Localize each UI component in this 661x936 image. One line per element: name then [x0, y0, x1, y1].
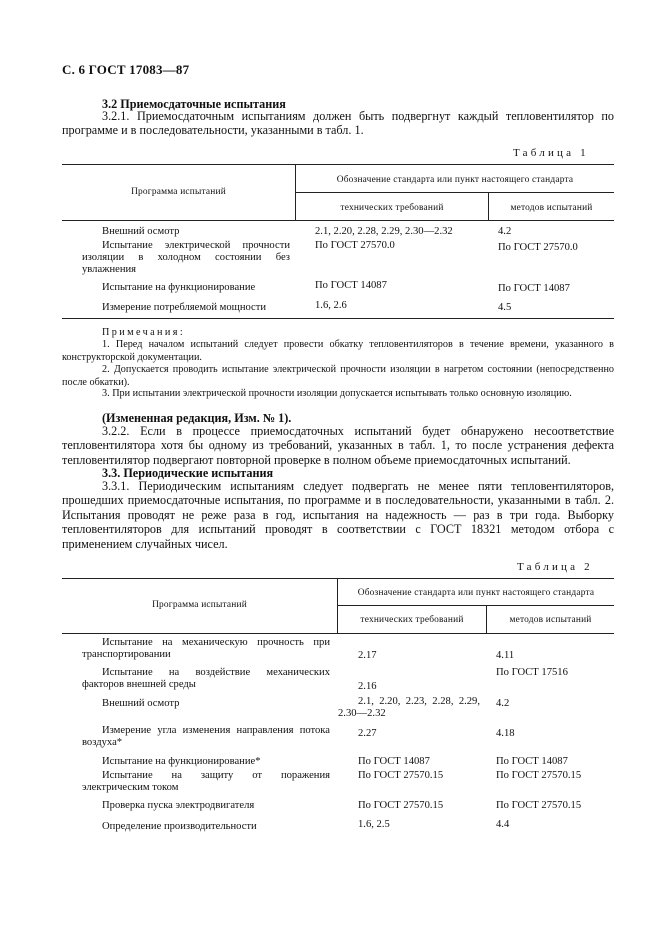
table2-row-3-methods: 4.2 [496, 698, 510, 709]
table2-row-4-program: Измерение угла изменения направления потока воздуха* [82, 725, 330, 749]
section-3-2-title: 3.2 Приемосдаточные испытания [102, 97, 286, 111]
table1-bottom-rule [62, 318, 614, 319]
table1-row-2-tech: По ГОСТ 27570.0 [315, 240, 395, 251]
table1-caption: Таблица 1 [513, 147, 589, 159]
table2-head-tech: технических требований [360, 615, 464, 625]
table2-row-7-tech: По ГОСТ 27570.15 [358, 800, 444, 811]
paragraph-3-3-1: 3.3.1. Периодическим испытаниям следует подвергать не менее пяти тепловентиляторов, прошедших приемосдаточные испытания, по программе и в последовательности, указанными в табл. 2. Испытания проводят не реже раза в год, испытания на надежность — раз в три года. Выборку тепловентиляторов для испытаний проводят в соответствии с ГОСТ 18321 методом отбора с применением случайных чисел. [62, 479, 614, 551]
table2-row-8-tech: 1.6, 2.5 [358, 819, 390, 830]
table2-head-standard: Обозначение стандарта или пункт настоящего стандарта [357, 588, 595, 598]
table2-row-7-methods: По ГОСТ 27570.15 [496, 800, 582, 811]
table2-row-7-program: Проверка пуска электродвигателя [102, 800, 255, 811]
table2-row-5-program: Испытание на функционирование* [102, 756, 261, 767]
amendment-note: (Измененная редакция, Изм. № 1). [102, 411, 292, 425]
table2-head-program: Программа испытаний [152, 600, 247, 610]
table2-head-methods: методов испытаний [509, 615, 592, 625]
page-header: С. 6 ГОСТ 17083—87 [62, 62, 190, 77]
table2-row-8-methods: 4.4 [496, 819, 510, 830]
table1-head-program: Программа испытаний [131, 187, 226, 197]
table1-row-1-program: Внешний осмотр [102, 226, 180, 237]
paragraph-3-2-2: 3.2.2. Если в процессе приемосдаточных испытаний будет обнаружено несоответствие тепловентилятора хотя бы одному из требований, указанных в табл. 1, то после устранения дефекта тепловентилятор подвергают повторной проверке в полном объеме приемосдаточных испытаний. [62, 424, 614, 467]
table1-row-3-program: Испытание на функционирование [102, 282, 256, 293]
table2-row-1-program: Испытание на механическую прочность при транспортировании [82, 637, 330, 661]
table2-row-5-tech: По ГОСТ 14087 [358, 756, 430, 767]
table2-row-4-tech: 2.27 [358, 728, 377, 739]
table1-row-3-tech: По ГОСТ 14087 [315, 280, 387, 291]
note-1: 1. Перед началом испытаний следует провести обкатку тепловентиляторов в течение времени, указанного в конструкторской документации. [62, 339, 614, 363]
table1-mid-rule [295, 192, 614, 193]
table1-row-2-program: Испытание электрической прочности изоляции в холодном состоянии без увлажнения [82, 240, 290, 276]
table2-caption: Таблица 2 [517, 561, 593, 573]
table1-row-1-tech: 2.1, 2.20, 2.28, 2.29, 2.30—2.32 [315, 226, 453, 237]
table2-row-1-tech: 2.17 [358, 650, 377, 661]
table2-row-6-tech: По ГОСТ 27570.15 [358, 770, 444, 781]
note-3: 3. При испытании электрической прочности изоляции допускается испытывать только основную изоляцию. [102, 388, 572, 399]
table2-row-2-tech: 2.16 [358, 681, 377, 692]
table2-mid-rule [337, 605, 614, 606]
note-2: 2. Допускается проводить испытание электрической прочности изоляции в нагретом состоянии (непосредственно после обкатки). [62, 364, 614, 388]
table2-head-bottom-rule [62, 633, 614, 634]
table2-row-4-methods: 4.18 [496, 728, 515, 739]
notes-title: Примечания: [102, 327, 186, 338]
table1-row-1-methods: 4.2 [498, 226, 512, 237]
table1-row-3-methods: По ГОСТ 14087 [498, 283, 570, 294]
table1-row-2-methods: По ГОСТ 27570.0 [498, 242, 578, 253]
table2-row-5-methods: По ГОСТ 14087 [496, 756, 568, 767]
table1-head-methods: методов испытаний [510, 203, 593, 213]
paragraph-3-2-1: 3.2.1. Приемосдаточным испытаниям должен быть подвергнут каждый тепловентилятор по программе и в последовательности, указанными в табл. 1. [62, 109, 614, 138]
table1-row-4-program: Измерение потребляемой мощности [102, 302, 267, 313]
table2-row-8-program: Определение производительности [102, 821, 257, 832]
table1-top-rule [62, 164, 614, 165]
table1-head-tech: технических требований [340, 203, 444, 213]
table2-row-1-methods: 4.11 [496, 650, 515, 661]
table2-row-3-tech: 2.1, 2.20, 2.23, 2.28, 2.29, 2.30—2.32 [338, 696, 480, 720]
table2-row-6-methods: По ГОСТ 27570.15 [496, 770, 582, 781]
table1-head-bottom-rule [62, 220, 614, 221]
table2-row-2-program: Испытание на воздействие механических факторов внешней среды [82, 667, 330, 691]
table2-row-3-program: Внешний осмотр [102, 698, 180, 709]
table2-top-rule [62, 578, 614, 579]
table1-row-4-methods: 4.5 [498, 302, 512, 313]
table2-row-6-program: Испытание на защиту от поражения электрическим током [82, 770, 330, 794]
section-3-3-title: 3.3. Периодические испытания [102, 466, 274, 480]
table2-row-2-methods: По ГОСТ 17516 [496, 667, 568, 678]
table1-row-4-tech: 1.6, 2.6 [315, 300, 347, 311]
table1-head-standard: Обозначение стандарта или пункт настоящего стандарта [336, 175, 574, 185]
